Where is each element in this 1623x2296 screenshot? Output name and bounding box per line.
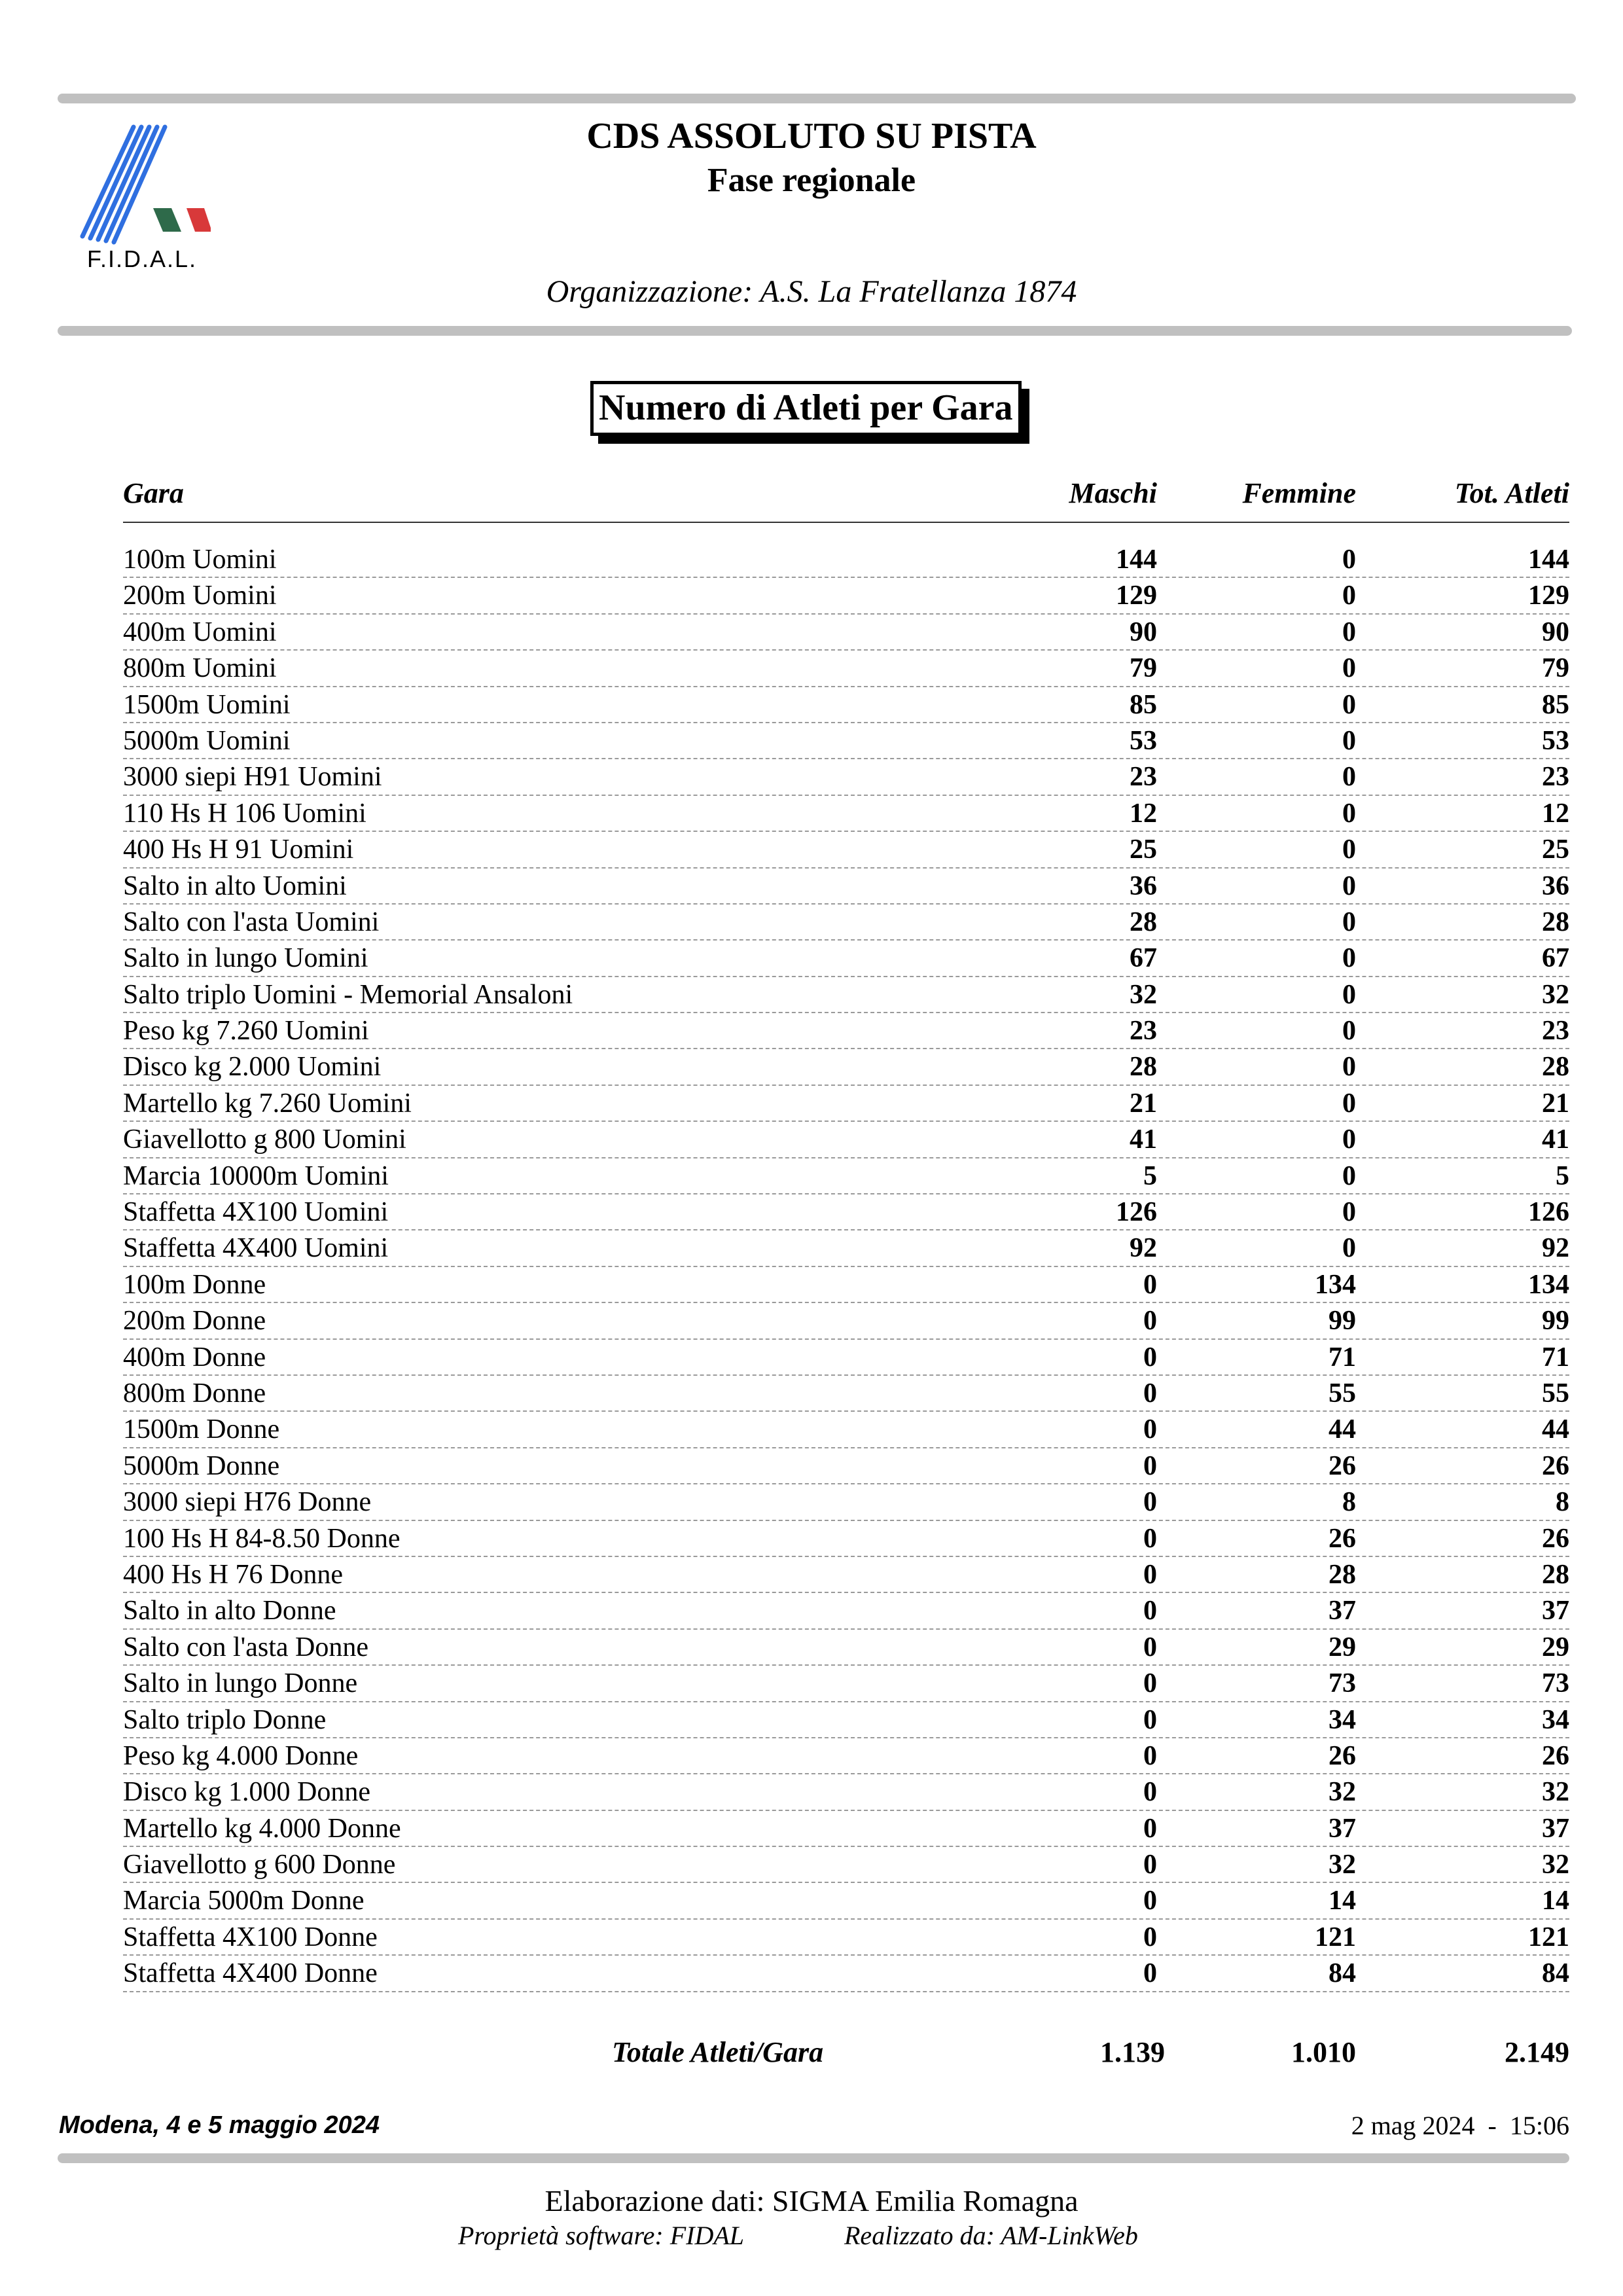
- cell-maschi: 25: [1130, 834, 1157, 865]
- cell-maschi: 36: [1130, 870, 1157, 901]
- cell-totale: 29: [1542, 1632, 1569, 1662]
- cell-maschi: 0: [1143, 1523, 1157, 1554]
- cell-maschi: 0: [1143, 1450, 1157, 1481]
- cell-femmine: 0: [1342, 1088, 1356, 1119]
- cell-maschi: 28: [1130, 1052, 1157, 1083]
- cell-femmine: 73: [1329, 1668, 1356, 1699]
- cell-totale: 84: [1542, 1958, 1569, 1989]
- cell-totale: 32: [1542, 979, 1569, 1010]
- cell-totale: 90: [1542, 617, 1569, 647]
- table-row: [123, 1230, 1569, 1266]
- cell-maschi: 0: [1143, 1922, 1157, 1952]
- cell-maschi: 0: [1143, 1958, 1157, 1989]
- cell-gara: Salto in lungo Uomini: [123, 943, 368, 974]
- cell-totale: 28: [1542, 1052, 1569, 1083]
- cell-maschi: 85: [1130, 689, 1157, 720]
- credit-software: Proprietà software: FIDAL: [458, 2221, 745, 2250]
- cell-maschi: 21: [1130, 1088, 1157, 1119]
- table-row: [123, 759, 1569, 795]
- cell-femmine: 0: [1342, 581, 1356, 611]
- cell-totale: 28: [1542, 906, 1569, 937]
- cell-gara: Salto triplo Uomini - Memorial Ansaloni: [123, 979, 573, 1010]
- cell-femmine: 0: [1342, 979, 1356, 1010]
- cell-femmine: 0: [1342, 689, 1356, 720]
- table-row: [123, 1086, 1569, 1122]
- column-header-femmine: Femmine: [1242, 477, 1356, 509]
- cell-femmine: 0: [1342, 725, 1356, 756]
- cell-maschi: 5: [1143, 1160, 1157, 1191]
- cell-totale: 71: [1542, 1342, 1569, 1372]
- cell-totale: 5: [1556, 1160, 1569, 1191]
- cell-gara: Giavellotto g 800 Uomini: [123, 1124, 406, 1155]
- table-row: [123, 1412, 1569, 1448]
- cell-femmine: 0: [1342, 1052, 1356, 1083]
- header-rule: [123, 522, 1569, 523]
- cell-totale: 144: [1528, 545, 1569, 575]
- cell-gara: Salto con l'asta Uomini: [123, 906, 380, 937]
- table-row: [123, 687, 1569, 723]
- cell-femmine: 14: [1329, 1886, 1356, 1916]
- cell-femmine: 0: [1342, 943, 1356, 974]
- cell-totale: 23: [1542, 762, 1569, 793]
- cell-totale: 37: [1542, 1813, 1569, 1844]
- cell-maschi: 126: [1116, 1197, 1157, 1228]
- table-row: [123, 1340, 1569, 1376]
- cell-totale: 36: [1542, 870, 1569, 901]
- table-row: [123, 1521, 1569, 1557]
- cell-gara: 3000 siepi H91 Uomini: [123, 762, 382, 793]
- cell-femmine: 0: [1342, 1016, 1356, 1047]
- cell-maschi: 41: [1130, 1124, 1157, 1155]
- cell-gara: 1500m Uomini: [123, 689, 291, 720]
- totals-femmine: 1.010: [1291, 2036, 1356, 2068]
- cell-gara: Staffetta 4X100 Uomini: [123, 1197, 389, 1228]
- cell-gara: Giavellotto g 600 Donne: [123, 1850, 396, 1880]
- event-title: CDS ASSOLUTO SU PISTA: [586, 116, 1037, 156]
- cell-maschi: 0: [1143, 1559, 1157, 1590]
- cell-totale: 53: [1542, 725, 1569, 756]
- cell-totale: 21: [1542, 1088, 1569, 1119]
- column-header-totale: Tot. Atleti: [1454, 477, 1569, 509]
- cell-maschi: 23: [1130, 1016, 1157, 1047]
- table-row: [123, 1484, 1569, 1520]
- cell-femmine: 37: [1329, 1813, 1356, 1844]
- cell-femmine: 28: [1329, 1559, 1356, 1590]
- cell-gara: 400 Hs H 91 Uomini: [123, 834, 354, 865]
- cell-gara: 100 Hs H 84-8.50 Donne: [123, 1523, 401, 1554]
- table-row: [123, 1194, 1569, 1230]
- table-row: [123, 1630, 1569, 1666]
- cell-femmine: 0: [1342, 834, 1356, 865]
- cell-maschi: 79: [1130, 653, 1157, 684]
- table-row: [123, 1847, 1569, 1883]
- table-row: [123, 1702, 1569, 1738]
- cell-totale: 55: [1542, 1378, 1569, 1408]
- cell-totale: 79: [1542, 653, 1569, 684]
- place-date: Modena, 4 e 5 maggio 2024: [59, 2111, 380, 2139]
- cell-femmine: 26: [1329, 1450, 1356, 1481]
- cell-maschi: 0: [1143, 1632, 1157, 1662]
- cell-gara: 110 Hs H 106 Uomini: [123, 798, 366, 829]
- table-row: [123, 1883, 1569, 1919]
- cell-gara: Disco kg 2.000 Uomini: [123, 1052, 382, 1083]
- cell-totale: 121: [1528, 1922, 1569, 1952]
- table-row: [123, 1557, 1569, 1593]
- cell-maschi: 23: [1130, 762, 1157, 793]
- cell-totale: 41: [1542, 1124, 1569, 1155]
- cell-totale: 34: [1542, 1704, 1569, 1735]
- cell-gara: Salto con l'asta Donne: [123, 1632, 368, 1662]
- cell-femmine: 0: [1342, 1160, 1356, 1191]
- cell-gara: Salto in alto Uomini: [123, 870, 347, 901]
- cell-femmine: 121: [1315, 1922, 1356, 1952]
- cell-totale: 129: [1528, 581, 1569, 611]
- top-divider-bar: [58, 94, 1576, 103]
- table-row: [123, 869, 1569, 905]
- cell-gara: Peso kg 4.000 Donne: [123, 1740, 359, 1771]
- cell-femmine: 0: [1342, 545, 1356, 575]
- cell-femmine: 44: [1329, 1414, 1356, 1445]
- table-row: [123, 941, 1569, 977]
- cell-gara: 200m Uomini: [123, 581, 277, 611]
- cell-femmine: 0: [1342, 762, 1356, 793]
- cell-femmine: 26: [1329, 1740, 1356, 1771]
- table-row: [123, 615, 1569, 651]
- cell-totale: 32: [1542, 1850, 1569, 1880]
- table-row: [123, 542, 1569, 578]
- table-row: [123, 832, 1569, 868]
- cell-gara: Peso kg 7.260 Uomini: [123, 1016, 369, 1047]
- cell-femmine: 0: [1342, 1197, 1356, 1228]
- cell-femmine: 84: [1329, 1958, 1356, 1989]
- table-row: [123, 578, 1569, 614]
- cell-gara: Marcia 10000m Uomini: [123, 1160, 389, 1191]
- cell-gara: Staffetta 4X400 Uomini: [123, 1233, 389, 1264]
- cell-gara: 5000m Uomini: [123, 725, 291, 756]
- event-subtitle: Fase regionale: [707, 162, 916, 199]
- column-header-gara: Gara: [123, 477, 184, 509]
- table-row: [123, 1448, 1569, 1484]
- table-row: [123, 905, 1569, 941]
- cell-femmine: 0: [1342, 906, 1356, 937]
- cell-femmine: 55: [1329, 1378, 1356, 1408]
- cell-femmine: 26: [1329, 1523, 1356, 1554]
- cell-femmine: 29: [1329, 1632, 1356, 1662]
- cell-maschi: 0: [1143, 1378, 1157, 1408]
- table-row: [123, 1158, 1569, 1194]
- header-divider-bar: [58, 326, 1572, 336]
- table-row: [123, 1267, 1569, 1303]
- cell-maschi: 90: [1130, 617, 1157, 647]
- cell-maschi: 12: [1130, 798, 1157, 829]
- cell-totale: 23: [1542, 1016, 1569, 1047]
- cell-femmine: 32: [1329, 1850, 1356, 1880]
- cell-totale: 134: [1528, 1269, 1569, 1300]
- cell-maschi: 144: [1116, 545, 1157, 575]
- report-title: Numero di Atleti per Gara: [590, 381, 1022, 436]
- cell-femmine: 71: [1329, 1342, 1356, 1372]
- cell-gara: Salto in alto Donne: [123, 1596, 336, 1626]
- table-row: [123, 1774, 1569, 1810]
- cell-femmine: 134: [1315, 1269, 1356, 1300]
- cell-gara: 800m Donne: [123, 1378, 266, 1408]
- cell-totale: 44: [1542, 1414, 1569, 1445]
- credit-made-by: Realizzato da: AM-LinkWeb: [844, 2221, 1138, 2250]
- table-row: [123, 651, 1569, 687]
- column-header-maschi: Maschi: [1069, 477, 1157, 509]
- cell-totale: 25: [1542, 834, 1569, 865]
- cell-maschi: 0: [1143, 1342, 1157, 1372]
- cell-totale: 92: [1542, 1233, 1569, 1264]
- table-row: [123, 1738, 1569, 1774]
- cell-gara: 400 Hs H 76 Donne: [123, 1559, 343, 1590]
- table-row: [123, 1049, 1569, 1085]
- cell-gara: Marcia 5000m Donne: [123, 1886, 365, 1916]
- cell-gara: 3000 siepi H76 Donne: [123, 1487, 372, 1518]
- cell-femmine: 37: [1329, 1596, 1356, 1626]
- cell-maschi: 0: [1143, 1414, 1157, 1445]
- cell-totale: 26: [1542, 1523, 1569, 1554]
- table-row: [123, 1920, 1569, 1956]
- cell-maschi: 0: [1143, 1886, 1157, 1916]
- cell-maschi: 0: [1143, 1306, 1157, 1336]
- cell-femmine: 34: [1329, 1704, 1356, 1735]
- table-row: [123, 1956, 1569, 1992]
- cell-totale: 126: [1528, 1197, 1569, 1228]
- table-row: [123, 1013, 1569, 1049]
- cell-gara: Staffetta 4X100 Donne: [123, 1922, 378, 1952]
- cell-totale: 67: [1542, 943, 1569, 974]
- table-row: [123, 1303, 1569, 1339]
- cell-femmine: 0: [1342, 798, 1356, 829]
- cell-maschi: 0: [1143, 1596, 1157, 1626]
- cell-maschi: 32: [1130, 979, 1157, 1010]
- organization-line: Organizzazione: A.S. La Fratellanza 1874: [546, 274, 1077, 309]
- cell-gara: 400m Donne: [123, 1342, 266, 1372]
- table-row: [123, 723, 1569, 759]
- cell-femmine: 32: [1329, 1777, 1356, 1808]
- cell-maschi: 53: [1130, 725, 1157, 756]
- cell-maschi: 67: [1130, 943, 1157, 974]
- cell-gara: 5000m Donne: [123, 1450, 280, 1481]
- footer-divider-bar: [58, 2153, 1569, 2163]
- table-row: [123, 1811, 1569, 1847]
- cell-totale: 99: [1542, 1306, 1569, 1336]
- cell-maschi: 129: [1116, 581, 1157, 611]
- cell-maschi: 0: [1143, 1850, 1157, 1880]
- cell-gara: 400m Uomini: [123, 617, 277, 647]
- cell-totale: 32: [1542, 1777, 1569, 1808]
- credit-data-processing: Elaborazione dati: SIGMA Emilia Romagna: [544, 2184, 1079, 2217]
- table-row: [123, 1376, 1569, 1412]
- cell-gara: 100m Uomini: [123, 545, 277, 575]
- cell-totale: 8: [1556, 1487, 1569, 1518]
- cell-maschi: 0: [1143, 1813, 1157, 1844]
- cell-maschi: 92: [1130, 1233, 1157, 1264]
- report-title-box: [590, 381, 1022, 436]
- table-row: [123, 977, 1569, 1013]
- cell-femmine: 8: [1342, 1487, 1356, 1518]
- cell-maschi: 0: [1143, 1777, 1157, 1808]
- totals-maschi: 1.139: [1100, 2036, 1165, 2068]
- logo-text: F.I.D.A.L.: [86, 245, 198, 272]
- table-row: [123, 796, 1569, 832]
- cell-gara: Disco kg 1.000 Donne: [123, 1777, 370, 1808]
- totals-totale: 2.149: [1505, 2036, 1569, 2068]
- cell-maschi: 0: [1143, 1269, 1157, 1300]
- cell-gara: 200m Donne: [123, 1306, 266, 1336]
- cell-femmine: 0: [1342, 1124, 1356, 1155]
- results-table: [123, 542, 1569, 1992]
- totals-label: Totale Atleti/Gara: [612, 2036, 824, 2068]
- cell-gara: 800m Uomini: [123, 653, 277, 684]
- cell-totale: 85: [1542, 689, 1569, 720]
- cell-gara: Salto triplo Donne: [123, 1704, 327, 1735]
- cell-totale: 12: [1542, 798, 1569, 829]
- table-row: [123, 1593, 1569, 1629]
- cell-maschi: 0: [1143, 1487, 1157, 1518]
- table-row: [123, 1122, 1569, 1158]
- cell-femmine: 99: [1329, 1306, 1356, 1336]
- cell-maschi: 28: [1130, 906, 1157, 937]
- cell-gara: 1500m Donne: [123, 1414, 280, 1445]
- cell-femmine: 0: [1342, 617, 1356, 647]
- table-row: [123, 1666, 1569, 1702]
- cell-gara: Staffetta 4X400 Donne: [123, 1958, 378, 1989]
- cell-femmine: 0: [1342, 1233, 1356, 1264]
- cell-gara: 100m Donne: [123, 1269, 266, 1300]
- cell-totale: 26: [1542, 1740, 1569, 1771]
- cell-totale: 26: [1542, 1450, 1569, 1481]
- printed-timestamp: 2 mag 2024 - 15:06: [1351, 2111, 1569, 2140]
- cell-gara: Salto in lungo Donne: [123, 1668, 358, 1699]
- cell-femmine: 0: [1342, 870, 1356, 901]
- cell-maschi: 0: [1143, 1704, 1157, 1735]
- cell-totale: 28: [1542, 1559, 1569, 1590]
- cell-maschi: 0: [1143, 1668, 1157, 1699]
- cell-totale: 37: [1542, 1596, 1569, 1626]
- cell-gara: Martello kg 7.260 Uomini: [123, 1088, 412, 1119]
- cell-totale: 73: [1542, 1668, 1569, 1699]
- cell-maschi: 0: [1143, 1740, 1157, 1771]
- cell-totale: 14: [1542, 1886, 1569, 1916]
- cell-gara: Martello kg 4.000 Donne: [123, 1813, 401, 1844]
- cell-femmine: 0: [1342, 653, 1356, 684]
